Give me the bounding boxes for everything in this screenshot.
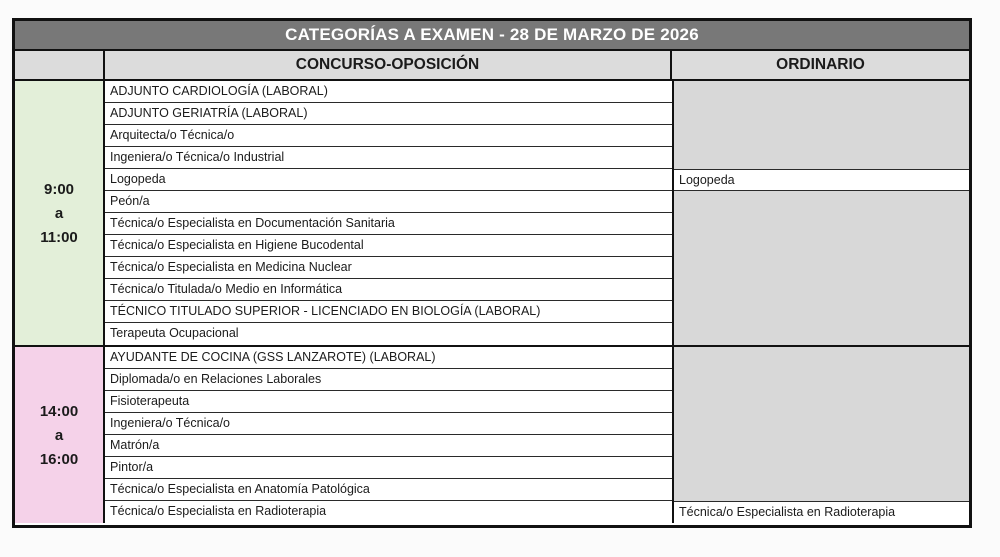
ordinario-exam-row: Logopeda — [674, 169, 969, 191]
time-column-header — [15, 51, 105, 79]
exam-row: Pintor/a — [105, 457, 672, 479]
ordinario-header: ORDINARIO — [672, 51, 969, 79]
exam-schedule-table — [12, 18, 972, 528]
time-separator: a — [54, 204, 64, 222]
exam-row: Matrón/a — [105, 435, 672, 457]
afternoon-ordinario-column — [672, 347, 969, 523]
concurso-oposicion-header: CONCURSO-OPOSICIÓN — [105, 51, 672, 79]
table-title: CATEGORÍAS A EXAMEN - 28 DE MARZO DE 2026 — [15, 21, 969, 51]
time-start: 14:00 — [39, 402, 79, 420]
time-start: 9:00 — [43, 180, 75, 198]
morning-ordinario-column — [672, 81, 969, 345]
morning-block — [15, 81, 969, 345]
morning-concurso-rows — [105, 81, 672, 345]
exam-row: AYUDANTE DE COCINA (GSS LANZAROTE) (LABORAL) — [105, 347, 672, 369]
afternoon-block — [15, 345, 969, 523]
exam-row: Técnica/o Titulada/o Medio en Informática — [105, 279, 672, 301]
exam-row: Arquitecta/o Técnica/o — [105, 125, 672, 147]
exam-row: Técnica/o Especialista en Documentación Sanitaria — [105, 213, 672, 235]
exam-row: Técnica/o Especialista en Anatomía Patológica — [105, 479, 672, 501]
exam-row: ADJUNTO GERIATRÍA (LABORAL) — [105, 103, 672, 125]
exam-row: Técnica/o Especialista en Radioterapia — [105, 501, 672, 523]
exam-row: Diplomada/o en Relaciones Laborales — [105, 369, 672, 391]
time-end: 16:00 — [39, 450, 79, 468]
morning-time-slot — [15, 81, 105, 345]
exam-row: Terapeuta Ocupacional — [105, 323, 672, 345]
exam-row: Peón/a — [105, 191, 672, 213]
ordinario-exam-row: Técnica/o Especialista en Radioterapia — [674, 501, 969, 523]
exam-row: Ingeniera/o Técnica/o — [105, 413, 672, 435]
time-end: 11:00 — [40, 228, 78, 246]
time-separator: a — [54, 426, 64, 444]
exam-row: Ingeniera/o Técnica/o Industrial — [105, 147, 672, 169]
exam-row: Logopeda — [105, 169, 672, 191]
afternoon-time-slot — [15, 347, 105, 523]
exam-row: ADJUNTO CARDIOLOGÍA (LABORAL) — [105, 81, 672, 103]
exam-row: TÉCNICO TITULADO SUPERIOR - LICENCIADO EN BIOLOGÍA (LABORAL) — [105, 301, 672, 323]
exam-row: Técnica/o Especialista en Medicina Nuclear — [105, 257, 672, 279]
column-header-row — [15, 51, 969, 81]
exam-row: Técnica/o Especialista en Higiene Bucodental — [105, 235, 672, 257]
exam-row: Fisioterapeuta — [105, 391, 672, 413]
afternoon-concurso-rows — [105, 347, 672, 523]
